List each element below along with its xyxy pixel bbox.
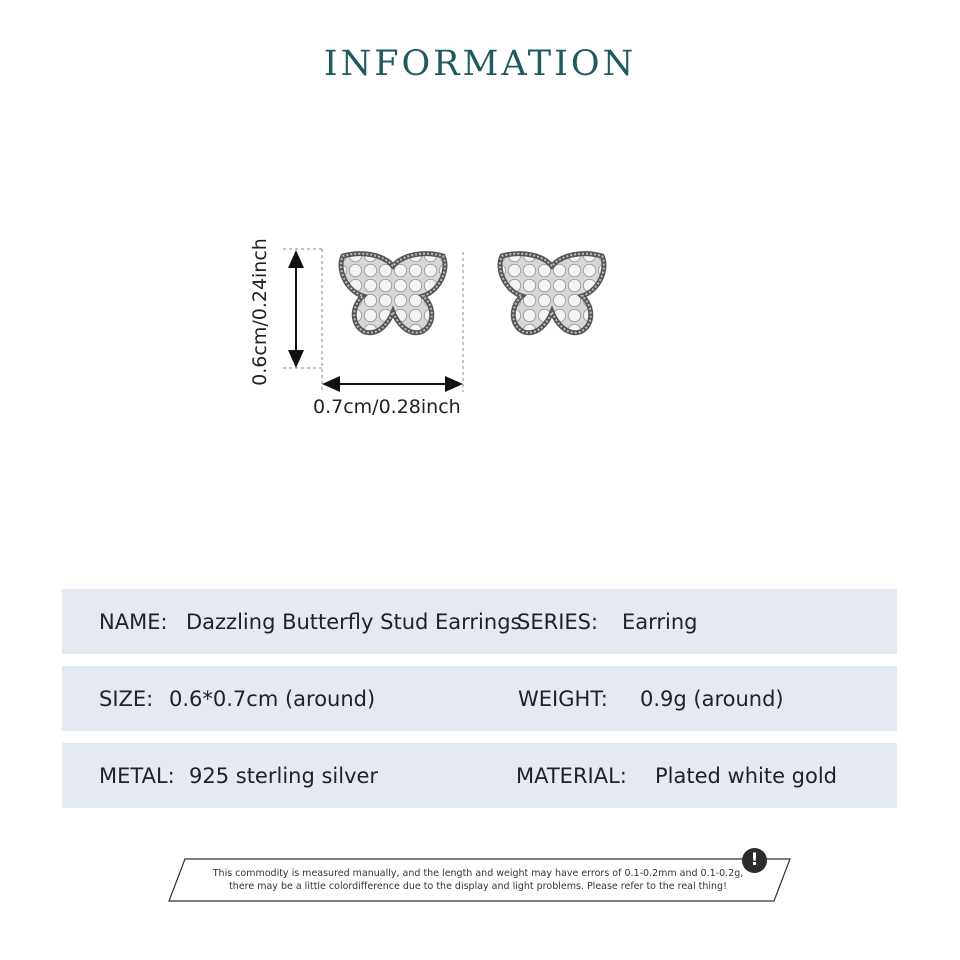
disclaimer-line-1: This commodity is measured manually, and the length and weight may have errors of 0.1-0.2mm and 0.1-0.2g,	[212, 868, 744, 879]
material-value: Plated white gold	[655, 763, 838, 788]
weight-value: 0.9g (around)	[640, 686, 784, 711]
right-earring	[500, 254, 604, 333]
name-label: NAME:	[99, 609, 168, 634]
spec-row-metal	[62, 743, 897, 808]
height-arrow	[288, 250, 304, 368]
size-label: SIZE:	[99, 686, 154, 711]
disclaimer-text	[188, 867, 768, 893]
series-value: Earring	[622, 609, 698, 634]
left-earring	[341, 254, 445, 333]
height-dimension-label: 0.6cm/0.24inch	[249, 238, 271, 386]
metal-label: METAL:	[99, 763, 175, 788]
disclaimer-box	[168, 858, 792, 902]
weight-label: WEIGHT:	[518, 686, 608, 711]
spec-row-name	[62, 589, 897, 654]
metal-value: 925 sterling silver	[189, 763, 379, 788]
exclamation-icon: !	[742, 848, 767, 873]
disclaimer-line-2: there may be a little colordifference due to the display and light problems. Please refer to the real thing!	[229, 881, 727, 892]
spec-row-size	[62, 666, 897, 731]
page-title: INFORMATION	[323, 44, 637, 84]
width-arrow	[322, 376, 463, 392]
series-label: SERIES:	[517, 609, 599, 634]
size-value: 0.6*0.7cm (around)	[169, 686, 376, 711]
material-label: MATERIAL:	[516, 763, 627, 788]
width-dimension-label: 0.7cm/0.28inch	[313, 396, 461, 418]
name-value: Dazzling Butterfly Stud Earrings	[186, 609, 522, 634]
